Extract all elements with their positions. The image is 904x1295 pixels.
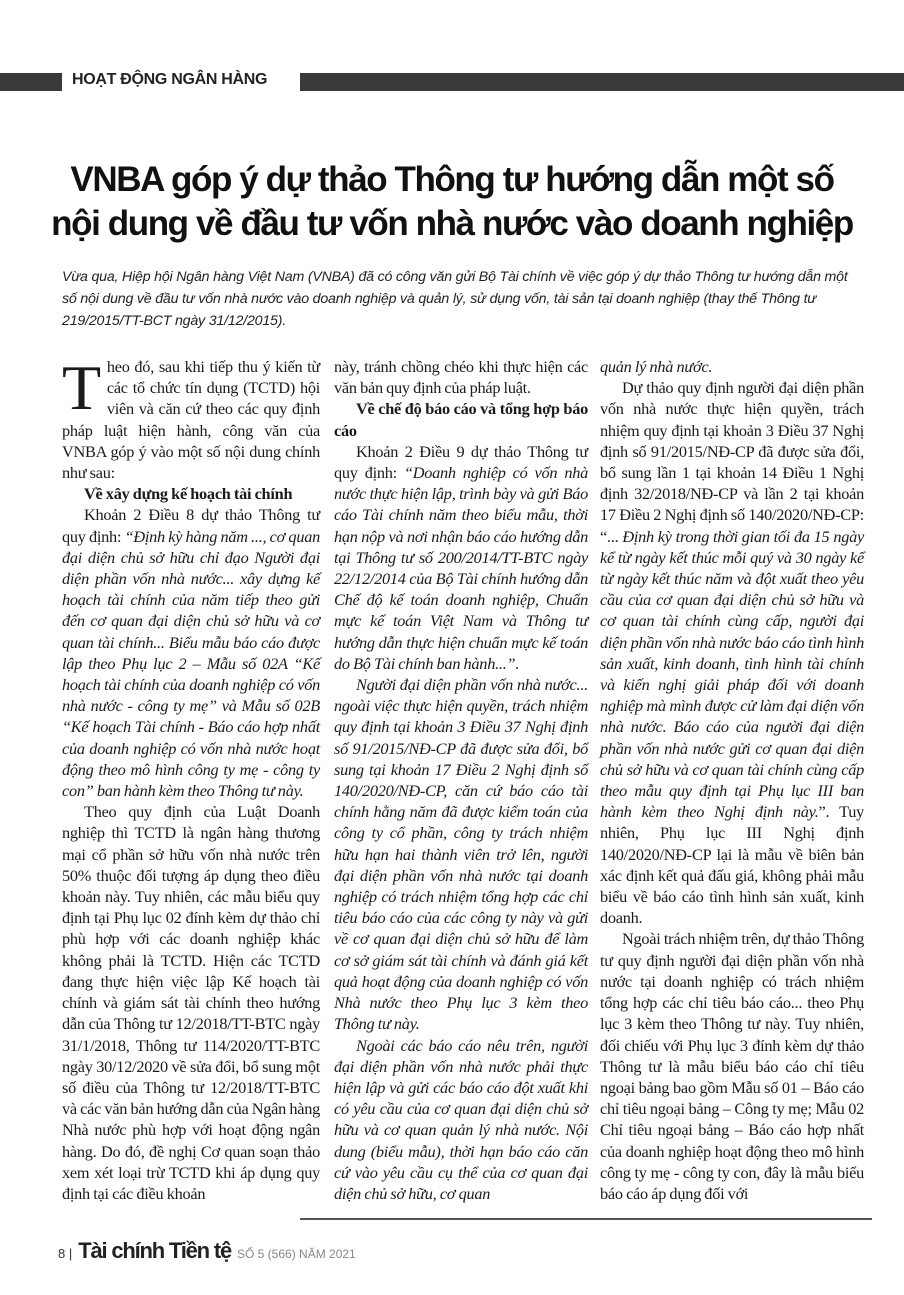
quoted-text: quản lý nhà nước. — [600, 357, 713, 376]
article-title — [0, 158, 904, 246]
section-bar-left — [0, 73, 62, 91]
section-heading — [334, 398, 588, 440]
paragraph — [334, 441, 588, 674]
bottom-divider — [300, 1218, 872, 1220]
drop-cap: T — [62, 352, 101, 423]
paragraph — [600, 377, 864, 928]
text-run: này, tránh chồng chéo khi thực hiện các văn bản quy định của pháp luật. — [334, 357, 588, 398]
section-bar-right — [300, 73, 904, 91]
paragraph — [334, 674, 588, 1034]
quoted-text: “Định kỳ hàng năm ..., cơ quan đại diện chủ sở hữu chỉ đạo Người đại diện phần vốn nhà nước... xây dựng kế hoạch tài chính của năm tiếp theo gửi đến cơ quan đại diện chủ sở hữu và cơ quan tài chính... Biểu mẫu báo cáo được lập theo Phụ lục 2 – Mẫu số 02A “Kế hoạch tài chính của doanh nghiệp có vốn nhà nước - công ty mẹ” và Mẫu số 02B “Kế hoạch Tài chính - Báo cáo hợp nhất của doanh nghiệp có vốn nhà nước hoạt động theo mô hình công ty mẹ - công ty con” ban hành kèm theo Thông tư này. — [62, 526, 320, 801]
text-run: Khoản 2 Điều 9 dự thảo Thông tư quy định: — [334, 441, 588, 483]
article-column-2 — [334, 356, 588, 1204]
paragraph — [600, 356, 864, 377]
title-line-2: nội dung về đầu tư vốn nhà nước vào doanh nghiệp — [51, 204, 853, 243]
quoted-text: “Doanh nghiệp có vốn nhà nước thực hiện lập, trình bày và gửi Báo cáo Tài chính năm theo biểu mẫu, thời hạn nộp và nơi nhận báo cáo hướng dẫn tại Thông tư số 200/2014/TT-BTC ngày 22/12/2014 của Bộ Tài chính hướng dẫn Chế độ kế toán doanh nghiệp, Chuẩn mực kế toán Việt Nam và Thông tư hướng dẫn thực hiện chuẩn mực kế toán do Bộ Tài chính ban hành...”. — [334, 463, 588, 673]
text-run: Khoản 2 Điều 8 dự thảo Thông tư quy định: — [62, 505, 320, 546]
paragraph — [62, 504, 320, 801]
paragraph — [334, 356, 588, 398]
title-line-1: VNBA góp ý dự thảo Thông tư hướng dẫn một số — [70, 160, 834, 199]
section-heading — [62, 483, 320, 504]
page-number: 8 | — [58, 1246, 73, 1261]
text-run: Về xây dựng kế hoạch tài chính — [84, 484, 293, 504]
paragraph — [62, 352, 320, 483]
text-run: Theo quy định của Luật Doanh nghiệp thì TCTD là ngân hàng thương mại cổ phần sở hữu vốn nhà nước trên 50% thuộc đối tượng áp dụng theo điều khoản này. Tuy nhiên, các mẫu biểu quy định tại Phụ lục 02 đính kèm dự thảo chỉ phù hợp với các doanh nghiệp khác không phải là TCTD. Hiện các TCTD đang thực hiện việc lập Kế hoạch tài chính và giám sát tài chính theo hướng dẫn của Thông tư 12/2018/TT-BTC ngày 31/1/2018, Thông tư 114/2020/TT-BTC ngày 30/12/2020 về sửa đổi, bổ sung một số điều của Thông tư 12/2018/TT-BTC và các văn bản hướng dẫn của Ngân hàng Nhà nước phù hợp với hoạt động ngân hàng. Do đó, đề nghị Cơ quan soạn thảo xem xét loại trừ TCTD khi áp dụng quy định tại các điều khoản — [62, 802, 320, 1203]
issue-info: SỐ 5 (566) NĂM 2021 — [237, 1247, 356, 1261]
article-lead: Vừa qua, Hiệp hội Ngân hàng Việt Nam (VNBA) đã có công văn gửi Bộ Tài chính về việc góp ý dự thảo Thông tư hướng dẫn một số nội dung về đầu tư vốn nhà nước vào doanh nghiệp và quản lý, sử dụng vốn, tài sản tại doanh nghiệp (thay thế Thông tư 219/2015/TT-BCT ngày 31/12/2015). — [62, 269, 848, 329]
paragraph — [62, 801, 320, 1204]
quoted-text: Định kỳ trong thời gian tối đa 15 ngày kể từ ngày kết thúc mỗi quý và 30 ngày kể từ ngày kết thúc năm và đột xuất theo yêu cầu của cơ quan đại diện chủ sở hữu và cơ quan tài chính cùng cấp, người đại diện phần vốn nhà nước báo cáo tình hình sản xuất, kinh doanh, tình hình tài chính và kiến nghị giải pháp đối với doanh nghiệp mà mình được cử làm đại diện vốn nhà nước. Báo cáo của người đại diện phần vốn nhà nước gửi cơ quan đại diện chủ sở hữu và cơ quan tài chính cùng cấp theo mẫu quy định tại Phụ lục III ban hành kèm theo Nghị định này. — [600, 526, 864, 822]
text-run: Dự thảo quy định người đại diện phần vốn nhà nước thực hiện quyền, trách nhiệm quy định tại khoản 3 Điều 37 Nghị định số 91/2015/NĐ-CP đã được sửa đổi, bổ sung lần 1 tại khoản 14 Điều 1 Nghị định 32/2018/NĐ-CP và lần 2 tại khoản 17 Điều 2 Nghị định số 140/2020/NĐ-CP: “... — [600, 378, 864, 546]
text-run: Ngoài trách nhiệm trên, dự thảo Thông tư quy định người đại diện phần vốn nhà nước tại doanh nghiệp có trách nhiệm tổng hợp các chỉ tiêu báo cáo... theo Phụ lục 3 kèm theo Thông tư này. Tuy nhiên, đối chiếu với Phụ lục 3 đính kèm dự thảo Thông tư là mẫu biểu báo cáo chỉ tiêu ngoại bảng bao gồm Mẫu số 01 – Báo cáo chỉ tiêu ngoại bảng – Công ty mẹ; Mẫu 02 Chỉ tiêu ngoại bảng – Báo cáo hợp nhất của doanh nghiệp hoạt động theo mô hình công ty mẹ - công ty con, đây là mẫu biểu báo cáo áp dụng đối với — [600, 929, 864, 1203]
article-column-3 — [600, 356, 864, 1204]
paragraph — [600, 928, 864, 1204]
article-column-1 — [62, 352, 320, 1204]
section-label: HOẠT ĐỘNG NGÂN HÀNG — [72, 71, 268, 88]
text-run: Về chế độ báo cáo và tổng hợp báo cáo — [334, 399, 588, 440]
quoted-text: Ngoài các báo cáo nêu trên, người đại diện phần vốn nhà nước phải thực hiện lập và gửi các báo cáo đột xuất khi có yêu cầu của cơ quan đại diện chủ sở hữu và cơ quan quản lý nhà nước. Nội dung (biểu mẫu), thời hạn báo cáo căn cứ vào yêu cầu cụ thể của cơ quan đại diện chủ sở hữu, cơ quan — [334, 1035, 588, 1203]
quoted-text: Người đại diện phần vốn nhà nước... ngoài việc thực hiện quyền, trách nhiệm quy định tại khoản 3 Điều 37 Nghị định số 91/2015/NĐ-CP đã được sửa đổi, bổ sung tại khoản 17 Điều 2 Nghị định số 140/2020/NĐ-CP, căn cứ báo cáo tài chính hằng năm đã được kiểm toán của công ty cổ phần, công ty trách nhiệm hữu hạn hai thành viên trở lên, người đại diện phần vốn nhà nước tại doanh nghiệp có trách nhiệm tổng hợp các chỉ tiêu báo cáo của các công ty này và gửi về cơ quan đại diện chủ sở hữu để làm cơ sở giám sát tài chính và đánh giá kết quả hoạt động của doanh nghiệp có vốn Nhà nước theo Phụ lục 3 kèm theo Thông tư này. — [334, 675, 588, 1034]
page-footer — [58, 1238, 356, 1264]
paragraph — [334, 1035, 588, 1205]
text-run: heo đó, sau khi tiếp thu ý kiến từ các tổ chức tín dụng (TCTD) hội viên và căn cứ theo các quy định pháp luật hiện hành, công văn của VNBA góp ý vào một số nội dung chính như sau: — [62, 357, 320, 483]
magazine-logo: Tài chính Tiền tệ — [78, 1238, 231, 1263]
text-run: ”. Tuy nhiên, Phụ lục III Nghị định 140/2020/NĐ-CP lại là mẫu về biên bản xác định kết quả đấu giá, không phải mẫu biểu về báo cáo tình hình sản xuất, kinh doanh. — [600, 802, 864, 928]
